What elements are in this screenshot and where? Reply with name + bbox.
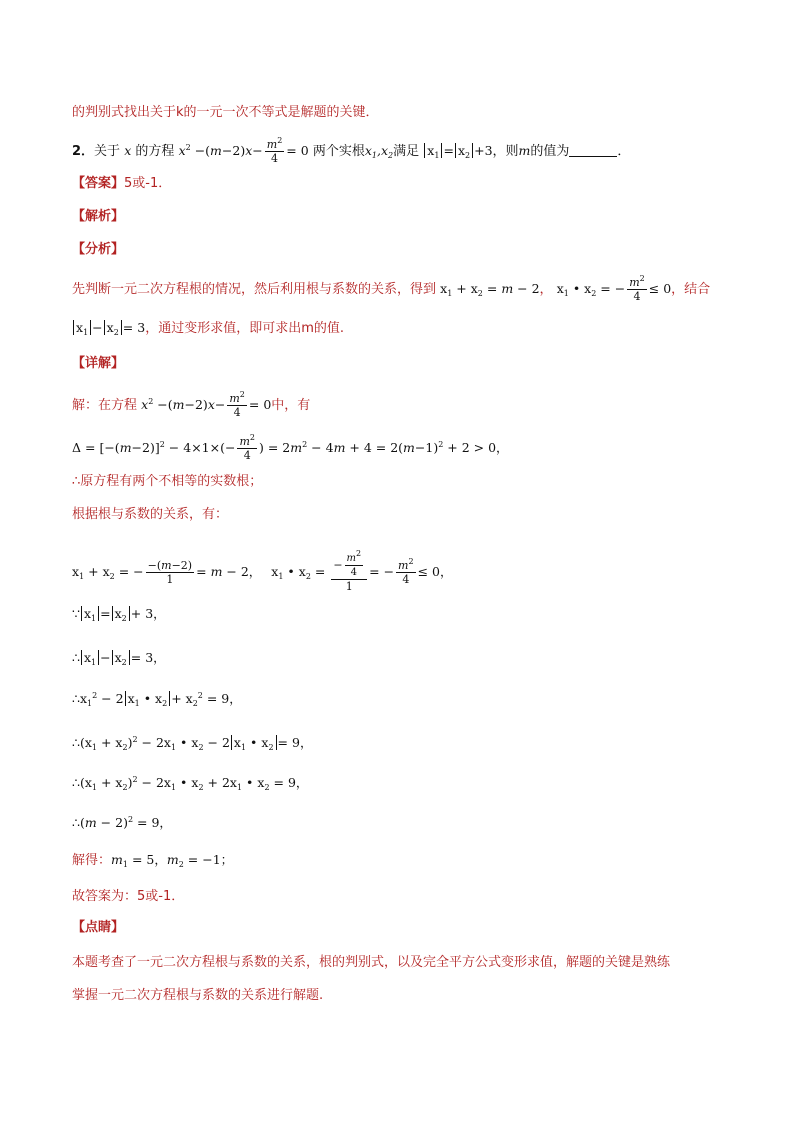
step-5: $\therefore(x_1 + x_2)^2 - 2x_1$ • $x_2 + 2x_1$ • $x_2 = 9$， (72, 775, 309, 792)
solution-line: 解得：$m_1 = 5$，$m_2 = -1$； (72, 852, 234, 869)
solutions: $m_1 = 5$，$m_2 = -1$； (111, 852, 234, 869)
question-equation: $x^2 -(m-2)x-$ $\frac{m^2}{4}$ = 0 (178, 136, 309, 165)
step-3: $\therefore x_1^2 - 2$ $x_1$ • $x_2 + x_2^2 = 9$， (72, 691, 242, 708)
detail-line-4: 根据根与系数的关系，有： (72, 507, 229, 522)
comment-line-2: 掌握一元二次方程根与系数的关系进行解题. (72, 988, 324, 1003)
fenxi-line-1: 先判断一元二次方程根的情况，然后利用根与系数的关系，得到 $x_1 + x_2 = m - 2$， $x_1$ • $x_2$ = − $\frac{m^2}{4}$ ≤ 0，结合 (72, 274, 711, 303)
step-6: ∴(m − 2)$^2$ = 9， (72, 815, 172, 830)
detail-label: 【详解】 (72, 356, 125, 371)
math-x: x (124, 143, 132, 158)
comment-line-1: 本题考查了一元二次方程根与系数的关系，根的判别式，以及完全平方公式变形求值，解题的关键是熟练 (72, 955, 671, 970)
fenxi-line-2: $x_1 - x_2 = 3$，通过变形求值，即可求出m的值. (72, 318, 734, 339)
detail-line-3: ∴原方程有两个不相等的实数根； (72, 474, 263, 489)
abs-difference: $x_1 - x_2 = 3$ (72, 320, 145, 335)
detail-line-1: 解：在方程 $x^2 -(m-2)x-$ $\frac{m^2}{4}$ = 0中，有 (72, 390, 311, 419)
step-1: ∵ $x_1 = x_2 + 3$， (72, 606, 166, 623)
comment-label: 【点睛】 (72, 920, 125, 935)
math-m: m (518, 143, 531, 158)
discriminant-line: $\Delta = [-(m-2)]^2 - 4\times 1\times(-$ $\frac{m^2}{4}$ ) = $2m^2 - 4m + 4 = 2(m-1)^2 + 2 > 0$， (72, 433, 509, 462)
question-condition: $x_1 = x_2 +3$ (423, 143, 492, 158)
final-answer-line: 故答案为：5或-1． (72, 889, 185, 904)
step-2: ∴ $x_1 - x_2 = 3$， (72, 650, 166, 667)
sum-relation: $x_1 + x_2 = m - 2$ (440, 281, 540, 298)
detail-equation: $x^2 -(m-2)x-$ $\frac{m^2}{4}$ = 0 (141, 390, 272, 419)
math-roots: $x_1,x_2$ (364, 143, 394, 160)
intro-line: 的判别式找出关于k的一元一次不等式是解题的关键． (72, 105, 379, 120)
fenxi-label: 【分析】 (72, 242, 125, 257)
vieta-line: $x_1 + x_2$ = − $\frac{-(m-2)}{1}$ = m − 2， $x_1$ • $x_2$ = − $\frac{m^2}{4}$ 1 = − $\frac{m^2}{4}$ ≤ 0， (72, 549, 453, 593)
analysis-label: 【解析】 (72, 209, 125, 224)
step-4: $\therefore(x_1 + x_2)^2 - 2x_1$ • $x_2 - 2$ $x_1$ • $x_2 = 9$， (72, 735, 313, 752)
answer-line: 【答案】5或-1． (72, 176, 172, 191)
product-relation: $x_1$ • $x_2$ = − $\frac{m^2}{4}$ ≤ 0 (556, 274, 672, 303)
question-line: 2．关于 x 的方程 $x^2 -(m-2)x-$ $\frac{m^2}{4}$ = 0 两个实根$x_1,x_2$满足 $x_1 = x_2 +3$，则m的值为 ． (72, 136, 631, 165)
answer-blank (569, 144, 617, 157)
